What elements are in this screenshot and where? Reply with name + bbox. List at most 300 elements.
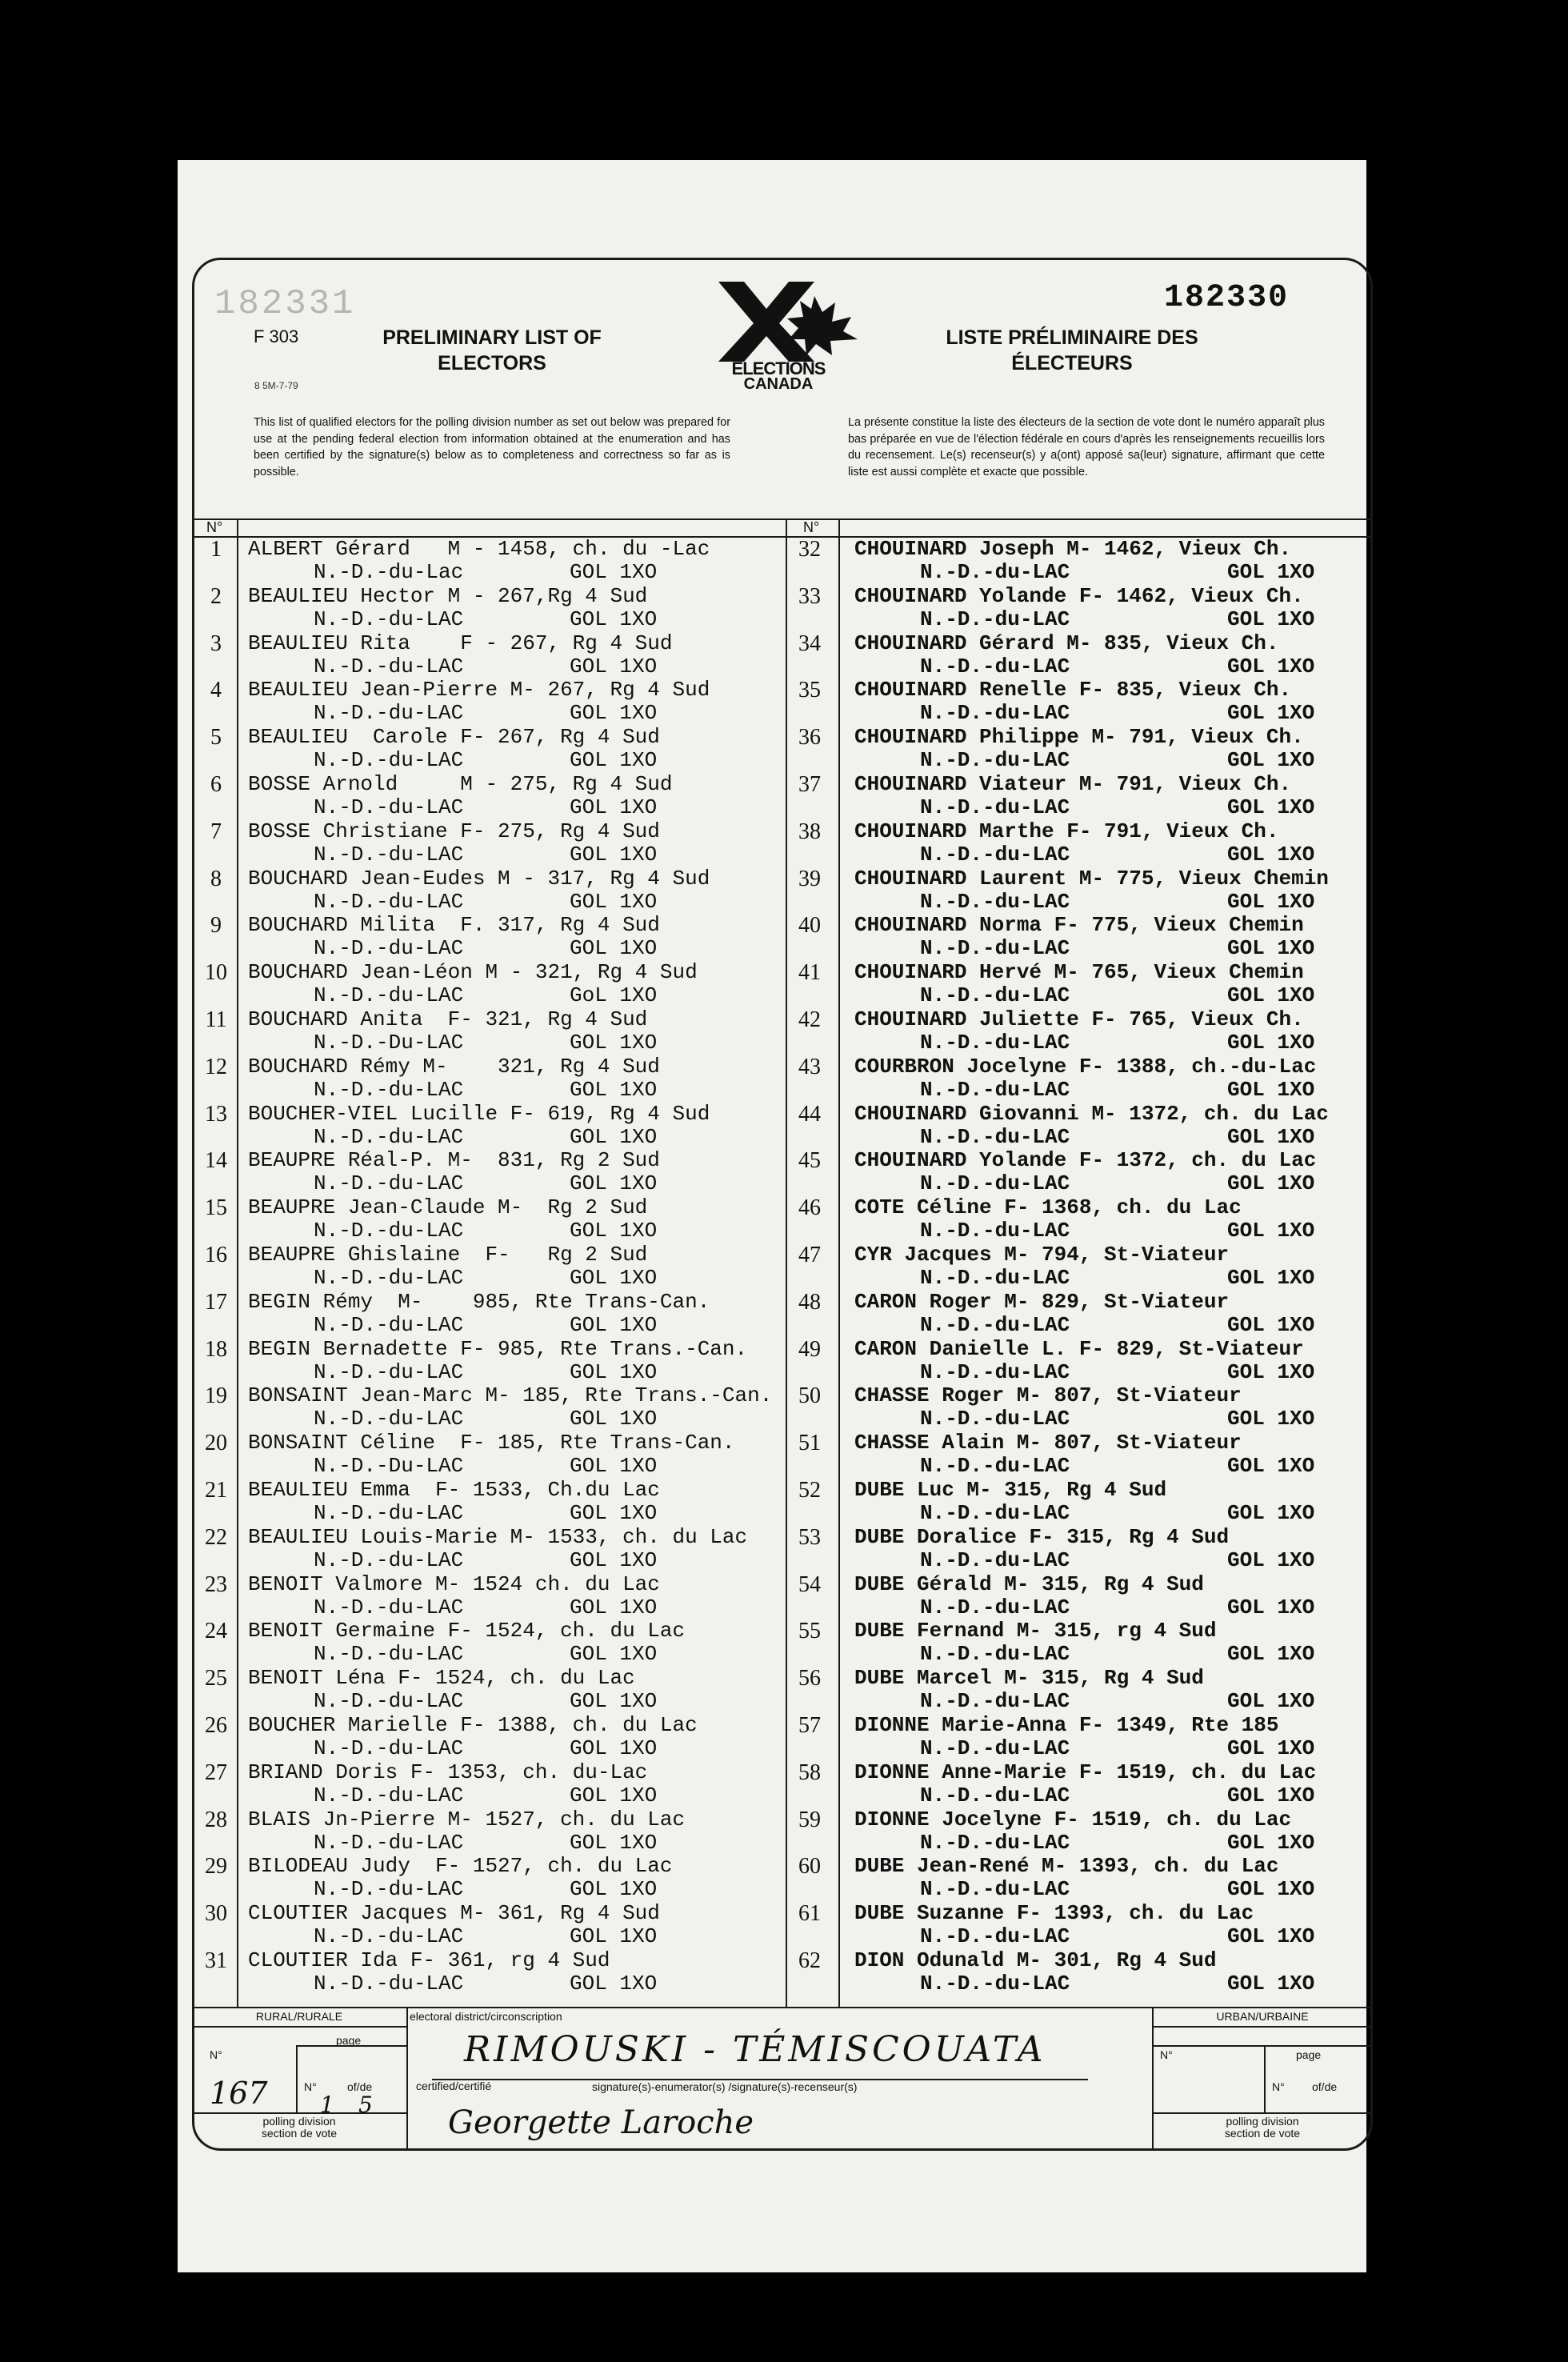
elector-entry	[787, 1573, 1363, 1619]
elector-entry	[194, 1431, 786, 1478]
elector-entry	[194, 1573, 786, 1619]
entry-postal-code: GOL 1XO	[570, 1031, 658, 1055]
entry-number: 39	[798, 866, 821, 891]
entry-name-address: COURBRON Jocelyne F- 1388, ch.-du-Lac	[854, 1054, 1317, 1079]
entry-municipality: N.-D.-du-LAC	[314, 1595, 464, 1619]
entry-municipality: N.-D.-du-LAC	[920, 1171, 1070, 1196]
entry-municipality: N.-D.-du-LAC	[920, 1031, 1070, 1055]
entry-municipality: N.-D.-du-LAC	[920, 1359, 1070, 1384]
entry-name-address: CHOUINARD Yolande F- 1462, Vieux Ch.	[854, 583, 1304, 608]
elector-entry	[194, 1384, 786, 1431]
entry-number: 49	[798, 1336, 821, 1362]
entry-municipality: N.-D.-du-LAC	[920, 1124, 1070, 1149]
entry-name-address: DUBE Suzanne F- 1393, ch. du Lac	[854, 1901, 1254, 1926]
entry-number: 3	[210, 631, 222, 656]
entry-name-address: BONSAINT Jean-Marc M- 185, Rte Trans.-Can.	[248, 1383, 773, 1408]
elector-entry	[194, 820, 786, 867]
elector-entry	[787, 1384, 1363, 1431]
entry-number: 29	[205, 1854, 227, 1880]
polling-division-number: 167	[210, 2076, 268, 2111]
entry-number: 42	[798, 1007, 821, 1032]
entry-name-address: DIONNE Anne-Marie F- 1519, ch. du Lac	[854, 1759, 1317, 1784]
entry-name-address: CARON Danielle L. F- 829, St-Viateur	[854, 1336, 1304, 1361]
enumerator-signature: Georgette Laroche	[448, 2104, 754, 2141]
urban-no-label: N°	[1160, 2048, 1173, 2061]
urban-label-rule	[1152, 2026, 1373, 2028]
rural-of-label: of/de	[347, 2080, 373, 2093]
entry-municipality: N.-D.-du-LAC	[314, 654, 464, 679]
entry-municipality: N.-D.-du-LAC	[920, 1924, 1070, 1949]
urban-polling-label-1: polling division	[1226, 2115, 1299, 2128]
entry-municipality: N.-D.-Du-LAC	[314, 1031, 464, 1055]
entry-number: 30	[205, 1901, 227, 1927]
entry-name-address: CHOUINARD Laurent M- 775, Vieux Chemin	[854, 866, 1329, 891]
entry-name-address: DUBE Gérald M- 315, Rg 4 Sud	[854, 1571, 1204, 1596]
entry-municipality: N.-D.-du-LAC	[314, 842, 464, 867]
right-elector-column	[787, 538, 1363, 2002]
entry-municipality: N.-D.-du-LAC	[920, 842, 1070, 867]
entry-postal-code: GOL 1XO	[1227, 1783, 1315, 1808]
entry-name-address: CHOUINARD Renelle F- 835, Vieux Ch.	[854, 678, 1292, 703]
entry-postal-code: GOL 1XO	[1227, 1501, 1315, 1525]
entry-postal-code: GOL 1XO	[1227, 1595, 1315, 1619]
entry-number: 46	[798, 1195, 821, 1221]
entry-municipality: N.-D.-du-LAC	[920, 748, 1070, 773]
entry-name-address: CYR Jacques M- 794, St-Viateur	[854, 1243, 1230, 1267]
elector-entry	[194, 1338, 786, 1384]
entry-postal-code: GOL 1XO	[1227, 1830, 1315, 1855]
entry-number: 35	[798, 678, 821, 703]
entry-name-address: CARON Roger M- 829, St-Viateur	[854, 1289, 1230, 1314]
entry-municipality: N.-D.-du-LAC	[920, 1642, 1070, 1667]
footer-top-rule	[192, 2007, 1373, 2008]
intro-en: This list of qualified electors for the polling division number as set out below was prepared for use at the pending federal election from information obtained at the enumeration and has been certified by the signature(s) below as to completeness and correctness so far as is possible.	[254, 416, 730, 478]
elector-entry	[787, 1149, 1363, 1195]
entry-name-address: BEAULIEU Louis-Marie M- 1533, ch. du Lac	[248, 1524, 748, 1549]
entry-name-address: CHOUINARD Hervé M- 765, Vieux Chemin	[854, 960, 1304, 985]
entry-number: 32	[798, 537, 821, 562]
entry-name-address: DION Odunald M- 301, Rg 4 Sud	[854, 1948, 1217, 1972]
entry-name-address: DUBE Doralice F- 315, Rg 4 Sud	[854, 1524, 1230, 1549]
entry-number: 38	[798, 819, 821, 844]
entry-municipality: N.-D.-du-LAC	[920, 1219, 1070, 1243]
entry-name-address: CHOUINARD Gérard M- 835, Vieux Ch.	[854, 631, 1279, 655]
title-fr-line2: ÉLECTEURS	[1011, 352, 1133, 374]
entry-name-address: DIONNE Marie-Anna F- 1349, Rte 185	[854, 1713, 1279, 1737]
elector-entry	[787, 1338, 1363, 1384]
rural-right-rule	[406, 2007, 408, 2151]
entry-municipality: N.-D.-du-LAC	[314, 1924, 464, 1949]
urban-of-label: of/de	[1312, 2080, 1338, 2093]
entry-name-address: BOSSE Arnold M - 275, Rg 4 Sud	[248, 772, 673, 796]
elector-entry	[194, 1667, 786, 1713]
certified-label: certified/certifié	[416, 2080, 492, 2092]
entry-postal-code: GOL 1XO	[1227, 1454, 1315, 1479]
entry-postal-code: GOL 1XO	[1227, 607, 1315, 631]
entry-name-address: CHASSE Roger M- 807, St-Viateur	[854, 1383, 1242, 1408]
elector-entry	[194, 679, 786, 725]
page-number: 1	[320, 2092, 334, 2118]
entry-municipality: N.-D.-du-LAC	[314, 748, 464, 773]
electoral-district-value: RIMOUSKI - TÉMISCOUATA	[464, 2029, 1046, 2070]
entry-number: 40	[798, 913, 821, 939]
entry-municipality: N.-D.-du-LAC	[314, 1266, 464, 1290]
entry-name-address: BEGIN Rémy M- 985, Rte Trans-Can.	[248, 1289, 710, 1314]
entry-number: 34	[798, 631, 821, 656]
entry-name-address: COTE Céline F- 1368, ch. du Lac	[854, 1195, 1242, 1220]
entry-number: 48	[798, 1289, 821, 1315]
entry-postal-code: GOL 1XO	[1227, 1924, 1315, 1949]
entry-postal-code: GOL 1XO	[570, 560, 658, 584]
entry-municipality: N.-D.-du-LAC	[920, 1972, 1070, 1996]
elector-entry	[787, 679, 1363, 725]
entry-postal-code: GOL 1XO	[1227, 1689, 1315, 1714]
entry-municipality: N.-D.-du-LAC	[920, 701, 1070, 726]
entry-postal-code: GOL 1XO	[1227, 889, 1315, 914]
entry-number: 13	[205, 1101, 227, 1127]
signature-label: signature(s)-enumerator(s) /signature(s)-recenseur(s)	[592, 2080, 858, 2093]
entry-postal-code: GoL 1XO	[570, 983, 658, 1008]
elector-entry	[787, 773, 1363, 819]
elector-entry	[787, 914, 1363, 960]
entry-municipality: N.-D.-du-LAC	[920, 1595, 1070, 1619]
entry-number: 4	[210, 678, 222, 703]
entry-number: 59	[798, 1807, 821, 1832]
entry-name-address: BENOIT Valmore M- 1524 ch. du Lac	[248, 1571, 660, 1596]
elector-entry	[787, 726, 1363, 772]
entry-number: 41	[798, 960, 821, 986]
entry-number: 56	[798, 1666, 821, 1691]
right-no-header: N°	[803, 519, 820, 535]
entry-number: 50	[798, 1383, 821, 1409]
rural-bottom-rule	[192, 2112, 406, 2114]
entry-postal-code: GOL 1XO	[570, 842, 658, 867]
entry-municipality: N.-D.-du-LAC	[920, 1266, 1070, 1290]
entry-municipality: N.-D.-du-LAC	[314, 1077, 464, 1102]
entry-postal-code: GOL 1XO	[570, 1501, 658, 1525]
entry-municipality: N.-D.-du-LAC	[314, 1171, 464, 1196]
entry-name-address: CLOUTIER Jacques M- 361, Rg 4 Sud	[248, 1901, 660, 1926]
elector-entry	[787, 1526, 1363, 1572]
elector-entry	[787, 1431, 1363, 1478]
entry-municipality: N.-D.-du-LAC	[314, 1547, 464, 1572]
left-elector-column	[194, 538, 786, 2002]
urban-polling-label-2: section de vote	[1224, 2127, 1301, 2140]
logo-line1: ELECTIONS	[731, 358, 826, 378]
entry-municipality: N.-D.-du-LAC	[314, 1736, 464, 1760]
entry-number: 16	[205, 1243, 227, 1267]
entry-postal-code: GOL 1XO	[1227, 654, 1315, 679]
rural-no-label: N°	[210, 2048, 222, 2061]
entry-number: 12	[205, 1054, 227, 1079]
entry-number: 58	[798, 1759, 821, 1785]
entry-municipality: N.-D.-du-LAC	[314, 1501, 464, 1525]
elector-entry	[194, 1949, 786, 1996]
entry-name-address: BOUCHARD Milita F. 317, Rg 4 Sud	[248, 913, 660, 938]
form-print-code: 8 5M-7-79	[254, 380, 298, 391]
entry-number: 14	[205, 1148, 227, 1174]
entry-name-address: BOUCHARD Jean-Eudes M - 317, Rg 4 Sud	[248, 866, 710, 891]
entry-municipality: N.-D.-du-LAC	[314, 701, 464, 726]
entry-name-address: DUBE Luc M- 315, Rg 4 Sud	[854, 1478, 1167, 1502]
entry-number: 20	[205, 1431, 227, 1456]
rural-page-no-label: N°	[304, 2080, 317, 2093]
entry-name-address: BEAUPRE Jean-Claude M- Rg 2 Sud	[248, 1195, 648, 1220]
elector-entry	[194, 1619, 786, 1666]
entry-municipality: N.-D.-du-LAC	[314, 1642, 464, 1667]
page-total: 5	[358, 2092, 373, 2118]
entry-municipality: N.-D.-du-LAC	[920, 1501, 1070, 1525]
entry-name-address: BOUCHER Marielle F- 1388, ch. du Lac	[248, 1713, 698, 1737]
entry-name-address: BOUCHARD Rémy M- 321, Rg 4 Sud	[248, 1054, 660, 1079]
entry-postal-code: GOL 1XO	[1227, 1736, 1315, 1760]
entry-name-address: BEGIN Bernadette F- 985, Rte Trans.-Can.	[248, 1336, 748, 1361]
entry-name-address: BEAULIEU Carole F- 267, Rg 4 Sud	[248, 725, 660, 750]
entry-postal-code: GOL 1XO	[570, 1972, 658, 1996]
entry-municipality: N.-D.-du-LAC	[920, 1736, 1070, 1760]
entry-postal-code: GOL 1XO	[1227, 936, 1315, 961]
entry-number: 52	[798, 1478, 821, 1503]
entry-number: 15	[205, 1195, 227, 1221]
entry-municipality: N.-D.-du-LAC	[920, 1689, 1070, 1714]
entry-number: 53	[798, 1524, 821, 1550]
serial-number: 182330	[1164, 280, 1290, 316]
entry-name-address: CHOUINARD Philippe M- 791, Vieux Ch.	[854, 725, 1304, 750]
rural-label-rule	[192, 2026, 406, 2028]
entry-postal-code: GOL 1XO	[570, 1642, 658, 1667]
entry-number: 17	[205, 1289, 227, 1315]
entry-postal-code: GOL 1XO	[1227, 983, 1315, 1008]
entry-name-address: BOUCHARD Jean-Léon M - 321, Rg 4 Sud	[248, 960, 698, 985]
elector-entry	[787, 585, 1363, 631]
elector-entry	[194, 1055, 786, 1102]
rural-page-label: page	[336, 2034, 362, 2047]
ghost-serial: 182331	[214, 284, 356, 324]
entry-postal-code: GOL 1XO	[1227, 1077, 1315, 1102]
entry-postal-code: GOL 1XO	[1227, 1547, 1315, 1572]
elector-entry	[787, 1243, 1363, 1290]
entry-name-address: CHASSE Alain M- 807, St-Viateur	[854, 1431, 1242, 1455]
entry-municipality: N.-D.-du-LAC	[314, 1124, 464, 1149]
entry-municipality: N.-D.-du-LAC	[314, 1830, 464, 1855]
entry-municipality: N.-D.-du-LAC	[314, 1783, 464, 1808]
elector-entry	[194, 1103, 786, 1149]
elector-entry	[787, 820, 1363, 867]
elector-entry	[787, 1855, 1363, 1901]
elector-entry	[194, 1149, 786, 1195]
entry-postal-code: GOL 1XO	[1227, 1972, 1315, 1996]
table-top-rule	[192, 518, 1373, 520]
elector-entry	[194, 867, 786, 914]
entry-name-address: BEAULIEU Emma F- 1533, Ch.du Lac	[248, 1478, 660, 1502]
entry-municipality: N.-D.-du-Lac	[314, 560, 464, 584]
entry-name-address: BEAULIEU Rita F - 267, Rg 4 Sud	[248, 631, 673, 655]
entry-municipality: N.-D.-du-LAC	[920, 1830, 1070, 1855]
entry-number: 9	[210, 913, 222, 939]
entry-postal-code: GOL 1XO	[570, 1312, 658, 1337]
entry-postal-code: GOL 1XO	[570, 1736, 658, 1760]
entry-postal-code: GOL 1XO	[570, 936, 658, 961]
elector-entry	[194, 632, 786, 679]
entry-name-address: CHOUINARD Yolande F- 1372, ch. du Lac	[854, 1148, 1317, 1173]
entry-name-address: BOSSE Christiane F- 275, Rg 4 Sud	[248, 819, 660, 843]
entry-postal-code: GOL 1XO	[1227, 842, 1315, 867]
entry-postal-code: GOL 1XO	[570, 1689, 658, 1714]
elector-entry	[194, 1855, 786, 1901]
entry-municipality: N.-D.-du-LAC	[314, 1877, 464, 1902]
elector-entry	[194, 961, 786, 1007]
entry-number: 25	[205, 1666, 227, 1691]
entry-number: 18	[205, 1336, 227, 1362]
entry-number: 47	[798, 1243, 821, 1267]
entry-postal-code: GOL 1XO	[1227, 748, 1315, 773]
rural-polling-label-2: section de vote	[261, 2127, 338, 2140]
entry-municipality: N.-D.-du-LAC	[314, 889, 464, 914]
entry-name-address: BLAIS Jn-Pierre M- 1527, ch. du Lac	[248, 1807, 686, 1832]
entry-postal-code: GOL 1XO	[1227, 701, 1315, 726]
entry-number: 7	[210, 819, 222, 844]
entry-name-address: CLOUTIER Ida F- 361, rg 4 Sud	[248, 1948, 610, 1972]
entry-municipality: N.-D.-du-LAC	[920, 1454, 1070, 1479]
elector-entry	[194, 726, 786, 772]
urban-page-no-label: N°	[1272, 2080, 1285, 2093]
entry-name-address: DUBE Jean-René M- 1393, ch. du Lac	[854, 1854, 1279, 1879]
entry-postal-code: GOL 1XO	[570, 1124, 658, 1149]
entry-name-address: BENOIT Germaine F- 1524, ch. du Lac	[248, 1619, 686, 1643]
entry-municipality: N.-D.-du-LAC	[314, 936, 464, 961]
elector-entry	[787, 1479, 1363, 1525]
entry-postal-code: GOL 1XO	[570, 607, 658, 631]
entry-municipality: N.-D.-du-LAC	[920, 1312, 1070, 1337]
urban-sub-rule	[1152, 2045, 1373, 2047]
elector-entry	[194, 914, 786, 960]
entry-number: 2	[210, 583, 222, 609]
entry-municipality: N.-D.-Du-LAC	[314, 1454, 464, 1479]
entry-number: 26	[205, 1713, 227, 1738]
entry-municipality: N.-D.-du-LAC	[920, 1547, 1070, 1572]
entry-postal-code: GOL 1XO	[1227, 795, 1315, 819]
entry-name-address: BILODEAU Judy F- 1527, ch. du Lac	[248, 1854, 673, 1879]
elector-entry	[787, 961, 1363, 1007]
entry-postal-code: GOL 1XO	[570, 1595, 658, 1619]
form-code: F 303	[254, 326, 299, 346]
entry-number: 11	[205, 1007, 227, 1032]
entry-number: 57	[798, 1713, 821, 1738]
entry-municipality: N.-D.-du-LAC	[920, 1783, 1070, 1808]
entry-postal-code: GOL 1XO	[570, 1171, 658, 1196]
entry-municipality: N.-D.-du-LAC	[314, 1972, 464, 1996]
elector-entry	[194, 773, 786, 819]
elector-entry	[787, 1055, 1363, 1102]
entry-postal-code: GOL 1XO	[570, 1877, 658, 1902]
entry-postal-code: GOL 1XO	[570, 889, 658, 914]
elector-entry	[787, 1949, 1363, 1996]
entry-postal-code: GOL 1XO	[570, 1454, 658, 1479]
entry-postal-code: GOL 1XO	[570, 654, 658, 679]
urban-label: URBAN/URBAINE	[1216, 2010, 1309, 2023]
left-no-header: N°	[206, 519, 223, 535]
entry-postal-code: GOL 1XO	[1227, 1124, 1315, 1149]
entry-postal-code: GOL 1XO	[570, 1407, 658, 1431]
elector-entry	[194, 1479, 786, 1525]
entry-number: 33	[798, 583, 821, 609]
entry-number: 19	[205, 1383, 227, 1409]
entry-number: 60	[798, 1854, 821, 1880]
elector-entry	[194, 1714, 786, 1760]
rural-no-rule	[296, 2045, 298, 2112]
entry-name-address: BEAUPRE Ghislaine F- Rg 2 Sud	[248, 1243, 648, 1267]
entry-name-address: CHOUINARD Marthe F- 791, Vieux Ch.	[854, 819, 1279, 843]
entry-name-address: BRIAND Doris F- 1353, ch. du-Lac	[248, 1759, 648, 1784]
entry-name-address: CHOUINARD Viateur M- 791, Vieux Ch.	[854, 772, 1292, 796]
entry-municipality: N.-D.-du-LAC	[314, 1312, 464, 1337]
elector-entry	[194, 1902, 786, 1948]
entry-postal-code: GOL 1XO	[1227, 1312, 1315, 1337]
elector-entry	[787, 632, 1363, 679]
entry-postal-code: GOL 1XO	[570, 1219, 658, 1243]
rural-polling-label	[192, 2116, 406, 2140]
entry-municipality: N.-D.-du-LAC	[920, 1877, 1070, 1902]
urban-no-rule	[1264, 2045, 1266, 2112]
title-fr	[920, 325, 1224, 376]
entry-municipality: N.-D.-du-LAC	[920, 1407, 1070, 1431]
urban-polling-label	[1152, 2116, 1373, 2140]
elector-entry	[787, 538, 1363, 584]
elector-entry	[194, 1243, 786, 1290]
entry-number: 24	[205, 1619, 227, 1644]
entry-name-address: BOUCHARD Anita F- 321, Rg 4 Sud	[248, 1007, 648, 1031]
entry-name-address: BEAULIEU Hector M - 267,Rg 4 Sud	[248, 583, 648, 608]
elector-entry	[194, 1008, 786, 1055]
entry-postal-code: GOL 1XO	[1227, 1359, 1315, 1384]
entry-postal-code: GOL 1XO	[570, 1077, 658, 1102]
intro-fr: La présente constitue la liste des électeurs de la section de vote dont le numéro apparaît plus bas préparée en vue de l'élection fédérale en cours d'après les renseignements recueillis lors du recensement. Le(s) recenseur(s) y a(ont) apposé sa(leur) signature, affirmant que cette liste est aussi complète et exacte que possible.	[848, 416, 1325, 478]
entry-name-address: BOUCHER-VIEL Lucille F- 619, Rg 4 Sud	[248, 1101, 710, 1126]
entry-municipality: N.-D.-du-LAC	[920, 936, 1070, 961]
entry-number: 55	[798, 1619, 821, 1644]
entry-postal-code: GOL 1XO	[1227, 560, 1315, 584]
entry-name-address: CHOUINARD Norma F- 775, Vieux Chemin	[854, 913, 1304, 938]
elector-entry	[194, 585, 786, 631]
entry-number: 27	[205, 1759, 227, 1785]
district-label: electoral district/circonscription	[410, 2010, 562, 2023]
entry-number: 45	[798, 1148, 821, 1174]
entry-number: 61	[798, 1901, 821, 1927]
entry-number: 22	[205, 1524, 227, 1550]
elector-entry	[787, 1291, 1363, 1337]
entry-number: 1	[210, 537, 222, 562]
entry-number: 54	[798, 1571, 821, 1597]
logo-line2: CANADA	[743, 375, 814, 393]
entry-municipality: N.-D.-du-LAC	[314, 1359, 464, 1384]
rural-polling-label-1: polling division	[262, 2115, 336, 2128]
entry-municipality: N.-D.-du-LAC	[314, 1407, 464, 1431]
elector-entry	[787, 1808, 1363, 1855]
elector-entry	[787, 1761, 1363, 1808]
entry-number: 43	[798, 1054, 821, 1079]
entry-postal-code: GOL 1XO	[1227, 1219, 1315, 1243]
entry-name-address: CHOUINARD Giovanni M- 1372, ch. du Lac	[854, 1101, 1329, 1126]
elector-entry	[194, 1526, 786, 1572]
entry-municipality: N.-D.-du-LAC	[920, 889, 1070, 914]
entry-name-address: DUBE Marcel M- 315, Rg 4 Sud	[854, 1666, 1204, 1691]
entry-postal-code: GOL 1XO	[570, 1783, 658, 1808]
entry-municipality: N.-D.-du-LAC	[920, 983, 1070, 1008]
elector-entry	[787, 1196, 1363, 1243]
entry-name-address: BONSAINT Céline F- 185, Rte Trans-Can.	[248, 1431, 735, 1455]
title-en	[344, 325, 640, 376]
elector-entry	[194, 1761, 786, 1808]
